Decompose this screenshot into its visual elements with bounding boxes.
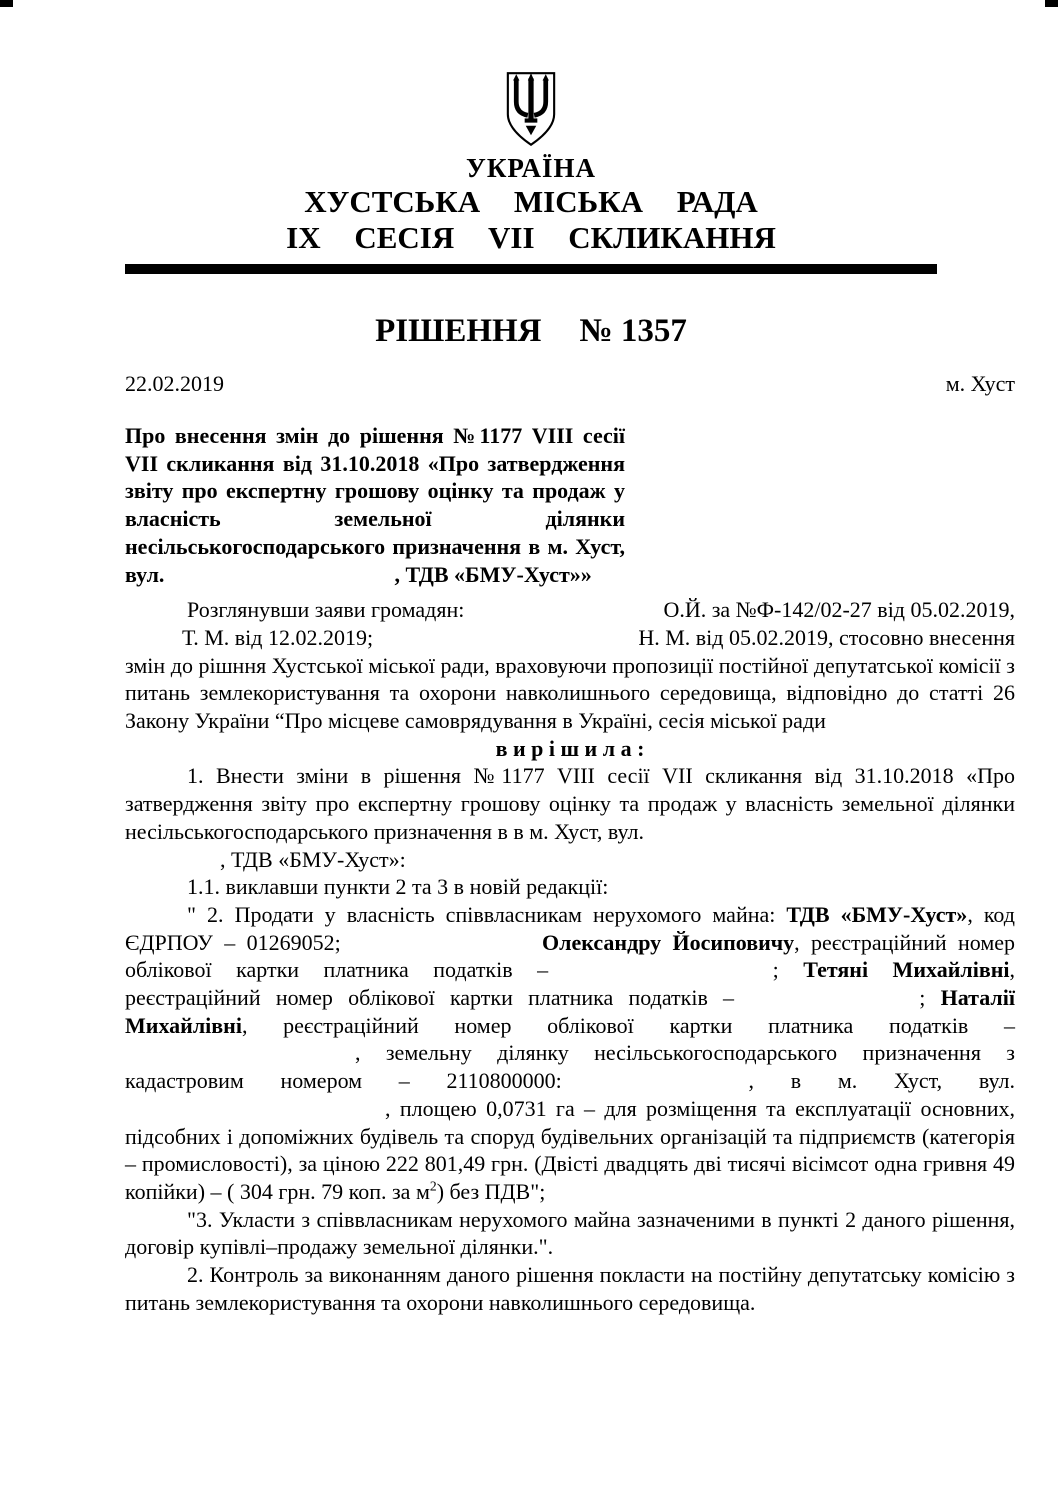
considered-label: Розглянувши заяви громадян: xyxy=(187,597,465,623)
parcel-text: , земельну ділянку несільськогосподарського призначення з кадастровим номером – 2110800000: xyxy=(125,1040,1015,1094)
subject-tail: , ТДВ «БМУ-Хуст»» xyxy=(394,561,592,587)
decision-title xyxy=(125,310,937,352)
date-place-row xyxy=(125,370,1015,398)
resolved-heading: в и р і ш и л а : xyxy=(495,735,645,761)
applicant-2: Т. М. від 12.02.2019; xyxy=(182,624,374,650)
header-divider xyxy=(125,264,937,274)
decision-place: м. Хуст xyxy=(945,371,1015,396)
redacted-street-gap xyxy=(164,580,394,582)
item-3-paragraph: "3. Укласти з співвласникам нерухомого майна зазначеними в пункті 2 даного рішення, договір купівлі–продажу земельної ділянки.". xyxy=(125,1206,1015,1260)
decision-body xyxy=(125,596,1015,1316)
preamble-continuation: змін до рішння Хустської міської ради, враховуючи пропозиції постійної депутатської комісії з питань землекористування та охорони навколишнього середовища, відповідно до статті 26 Закону України “Про місцеве самоврядування в Україні, сесія міської ради xyxy=(125,652,1015,734)
separator-1: ; xyxy=(772,957,804,983)
redacted-street-gap xyxy=(125,1114,385,1116)
redacted-tax-number-gap xyxy=(573,975,773,977)
preamble-line-2 xyxy=(125,624,1015,652)
buyer-company: ТДВ «БМУ-Хуст» xyxy=(786,901,968,927)
area-price-text: , площею 0,0731 га – для розміщення та експлуатації основних, підсобних і допоміжних будівель та споруд будівельних організацій та підприємств (категорія – промисловості), за ціною 222 801,49 грн. (Двісті двадцять дві тисячі вісімсот одна гривня 49 копійки) – ( 304 грн. 79 коп. за м xyxy=(125,1095,1015,1204)
item-2-paragraph xyxy=(125,901,1015,1206)
council-name: ХУСТСЬКА МІСЬКА РАДА xyxy=(304,184,758,219)
subject-lead: Про внесення змін до рішення №1177 VIII сесії VII скликання від 31.10.2018 «Про затвердження звіту про експертну грошову оцінку та продаж у власність земельної ділянки несільськогосподарського призначення в м. Хуст, вул. xyxy=(125,423,625,587)
buyer-2-name: Тетяні Михайлівні xyxy=(803,957,1010,983)
decision-title-word: РІШЕННЯ xyxy=(375,313,542,349)
item-1-tail: , ТДВ «БМУ-Хуст»: xyxy=(220,846,406,872)
scan-artifact-top-right xyxy=(1045,0,1058,7)
subject-paragraph xyxy=(125,422,625,588)
buyer-1-name: Олександру Йосиповичу xyxy=(542,929,795,955)
buyer-3-name: Наталії Михайлівні xyxy=(125,985,1015,1038)
item-1-1-line: 1.1. виклавши пункти 2 та 3 в новій редакції: xyxy=(187,874,609,900)
separator-2: ; xyxy=(919,985,941,1011)
redacted-tax-number-gap xyxy=(749,1003,919,1005)
applicant-3: Н. М. від 05.02.2019, стосовно внесення xyxy=(638,624,1015,650)
item2-open: " 2. Продати у власність співвласникам нерухомого майна: xyxy=(187,901,787,927)
buyer-3-tax-label: , реєстраційний номер облікової картки платника податків – xyxy=(241,1012,1015,1038)
scan-artifact-top-left xyxy=(0,0,13,7)
preamble-line-1 xyxy=(125,596,1015,624)
location-text: , в м. Хуст, вул. xyxy=(748,1068,1015,1094)
square-meter-superscript: 2 xyxy=(429,1178,437,1194)
redacted-tax-number-gap xyxy=(125,1058,355,1060)
session-line: IX СЕСІЯ VII СКЛИКАННЯ xyxy=(286,220,776,255)
country-name: УКРАЇНА xyxy=(466,153,596,183)
trident-icon xyxy=(125,70,937,150)
item2-close: ) без ПДВ"; xyxy=(436,1178,546,1204)
buyer-1-tax-label: , реєстраційний номер облікової картки платника податків – xyxy=(125,929,1016,983)
decision-number: № 1357 xyxy=(579,313,687,349)
item-4-paragraph: 2. Контроль за виконанням даного рішення покласти на постійну депутатську комісію з питань землекористування та охорони навколишнього середовища. xyxy=(125,1262,1015,1315)
decision-date: 22.02.2019 xyxy=(125,371,224,396)
redacted-gap xyxy=(352,948,542,950)
applicant-1: О.Й. за №Ф-142/02-27 від 05.02.2019, xyxy=(663,597,1015,623)
letterhead xyxy=(125,0,937,274)
redacted-cadastre-gap xyxy=(599,1086,749,1088)
company-code: , код ЄДРПОУ – 01269052; xyxy=(125,901,1015,955)
item-1-paragraph: 1. Внести зміни в рішення №1177 VIII сесії VII скликання від 31.10.2018 «Про затвердження звіту про експертну грошову оцінку та продаж у власність земельної ділянки несільськогосподарського призначення в в м. Хуст, вул. xyxy=(125,763,1015,844)
buyer-2-tax-label: , реєстраційний номер облікової картки платника податків – xyxy=(125,957,1016,1011)
